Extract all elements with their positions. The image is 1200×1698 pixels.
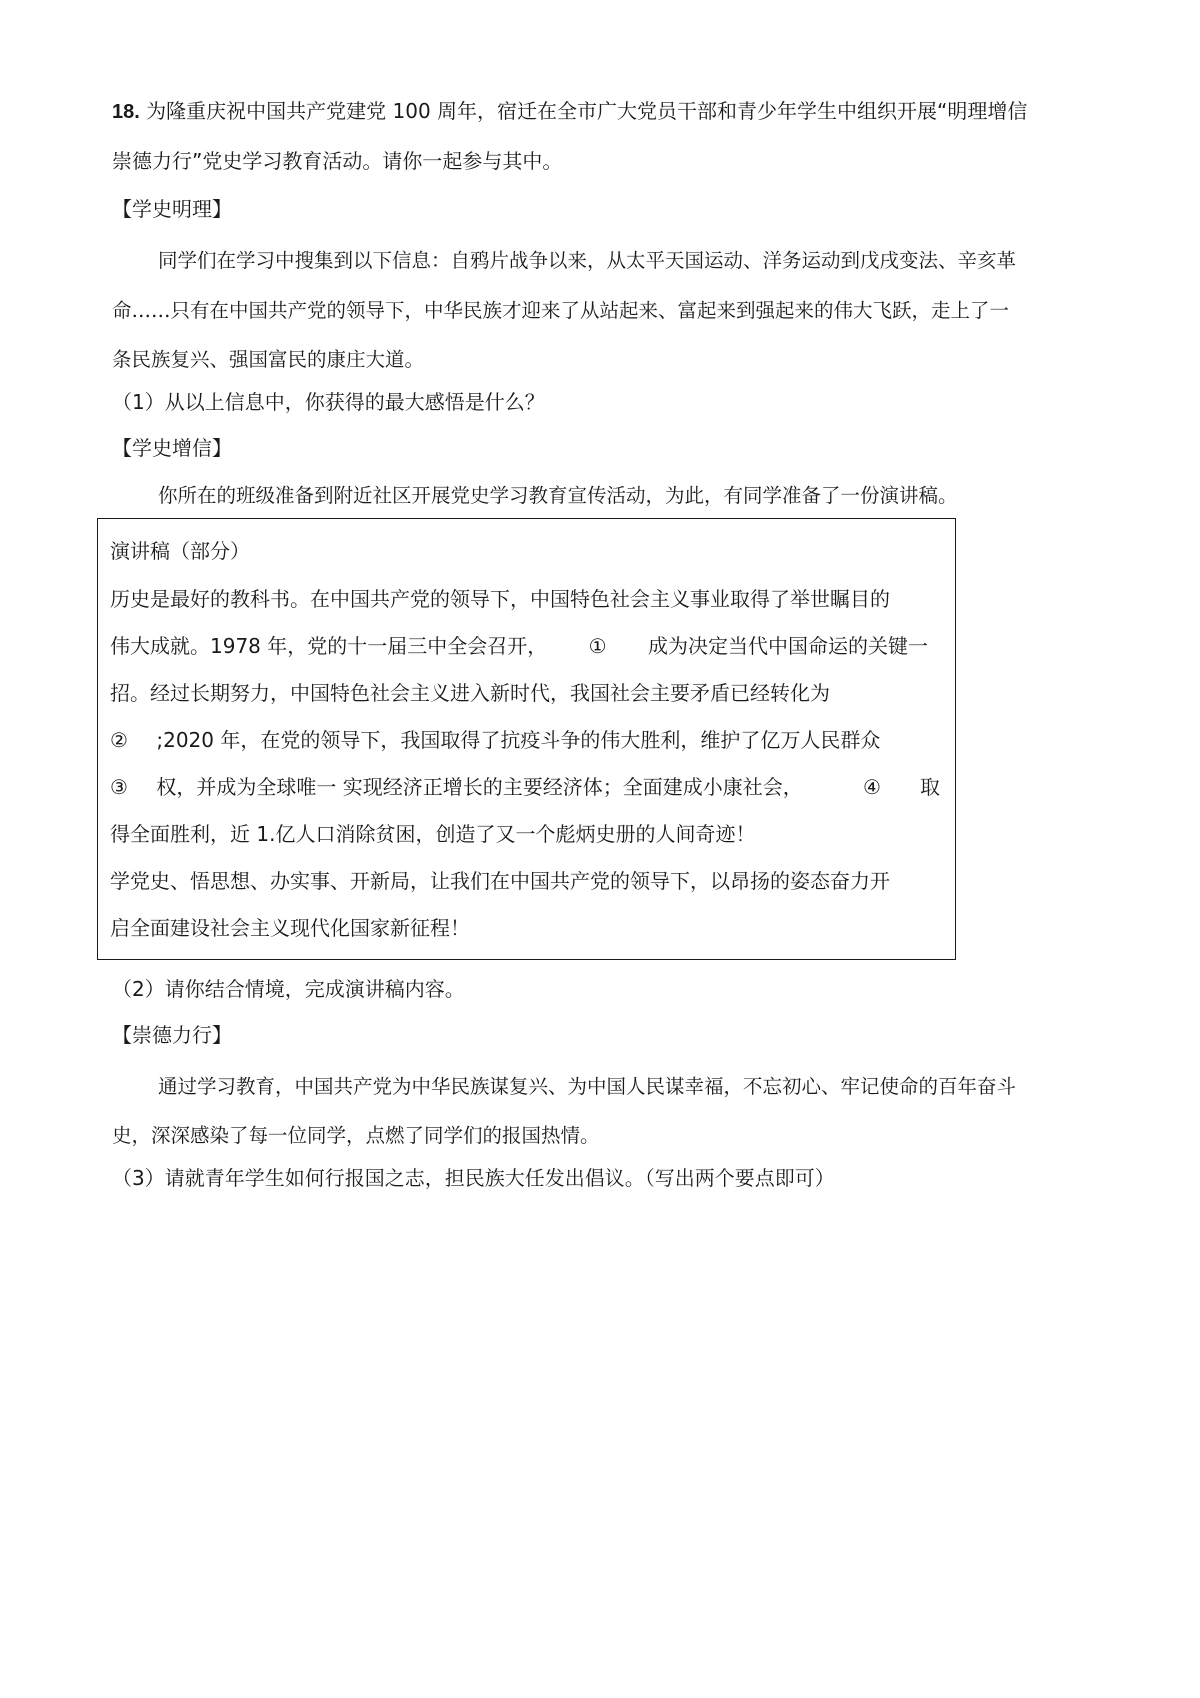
- blank-3: ③: [110, 775, 128, 799]
- speech-title: 演讲稿（部分）: [110, 539, 250, 563]
- speech-line-2-text-b: 成为决定当代中国命运的关键一: [647, 634, 928, 658]
- sub-question-2: （2）请你结合情境，完成演讲稿内容。: [112, 977, 465, 1001]
- section3-paragraph-line2: 史，深深感染了每一位同学，点燃了同学们的报国热情。: [112, 1124, 600, 1147]
- question-stem-text: 为隆重庆祝中国共产党建党 100 周年，宿迁在全市广大党员干部和青少年学生中组织开展“明理增信: [146, 99, 1028, 123]
- blank-1: ①: [588, 634, 607, 658]
- speech-line-7: 学党史、悟思想、办实事、开新局，让我们在中国共产党的领导下，以昂扬的姿态奋力开: [110, 869, 890, 893]
- sub-question-1: （1）从以上信息中，你获得的最大感悟是什么？: [112, 390, 545, 414]
- speech-line-1: 历史是最好的教科书。在中国共产党的领导下，中国特色社会主义事业取得了举世瞩目的: [110, 587, 890, 611]
- speech-line-6: 得全面胜利，近 1.亿人口消除贫困，创造了又一个彪炳史册的人间奇迹！: [110, 822, 756, 846]
- section-heading-xueshi-zengxin: 【学史增信】: [112, 436, 232, 460]
- speech-line-8: 启全面建设社会主义现代化国家新征程！: [110, 916, 470, 940]
- question-number: 18.: [112, 101, 140, 123]
- speech-line-3: 招。经过长期努力，中国特色社会主义进入新时代，我国社会主要矛盾已经转化为: [110, 681, 830, 705]
- question-stem-line1: [112, 96, 1027, 127]
- sub-question-3: （3）请就青年学生如何行报国之志，担民族大任发出倡议。（写出两个要点即可）: [112, 1166, 835, 1190]
- section1-paragraph-line2: 命……只有在中国共产党的领导下，中华民族才迎来了从站起来、富起来到强起来的伟大飞跃，走上了一: [112, 299, 1010, 322]
- speech-line-4: [110, 725, 880, 755]
- blank-4: ④: [863, 775, 881, 799]
- speech-line-5-text: 权，并成为全球唯一 实现经济正增长的主要经济体；全面建成小康社会，: [156, 775, 803, 799]
- speech-line-5: [110, 772, 945, 802]
- section1-paragraph-line3: 条民族复兴、强国富民的康庄大道。: [112, 348, 425, 371]
- speech-line-5-end: 取: [920, 775, 940, 799]
- question-stem-line2: 崇德力行”党史学习教育活动。请你一起参与其中。: [112, 149, 563, 173]
- section-heading-chongde-lixing: 【崇德力行】: [112, 1023, 232, 1047]
- speech-line-2: [110, 631, 928, 661]
- section3-paragraph-line1: 通过学习教育，中国共产党为中华民族谋复兴、为中国人民谋幸福，不忘初心、牢记使命的百年奋斗: [158, 1075, 1017, 1098]
- section-heading-xueshi-mingli: 【学史明理】: [112, 197, 232, 221]
- blank-2: ②: [110, 728, 128, 752]
- section2-paragraph: 你所在的班级准备到附近社区开展党史学习教育宣传活动，为此，有同学准备了一份演讲稿。: [158, 484, 958, 507]
- speech-draft-box: [97, 518, 956, 960]
- speech-line-4-text: ;2020 年，在党的领导下，我国取得了抗疫斗争的伟大胜利，维护了亿万人民群众: [156, 728, 881, 752]
- section1-paragraph-line1: 同学们在学习中搜集到以下信息：自鸦片战争以来，从太平天国运动、洋务运动到戊戌变法、辛亥革: [158, 249, 1017, 272]
- speech-line-2-text-a: 伟大成就。1978 年，党的十一届三中全会召开，: [110, 634, 548, 658]
